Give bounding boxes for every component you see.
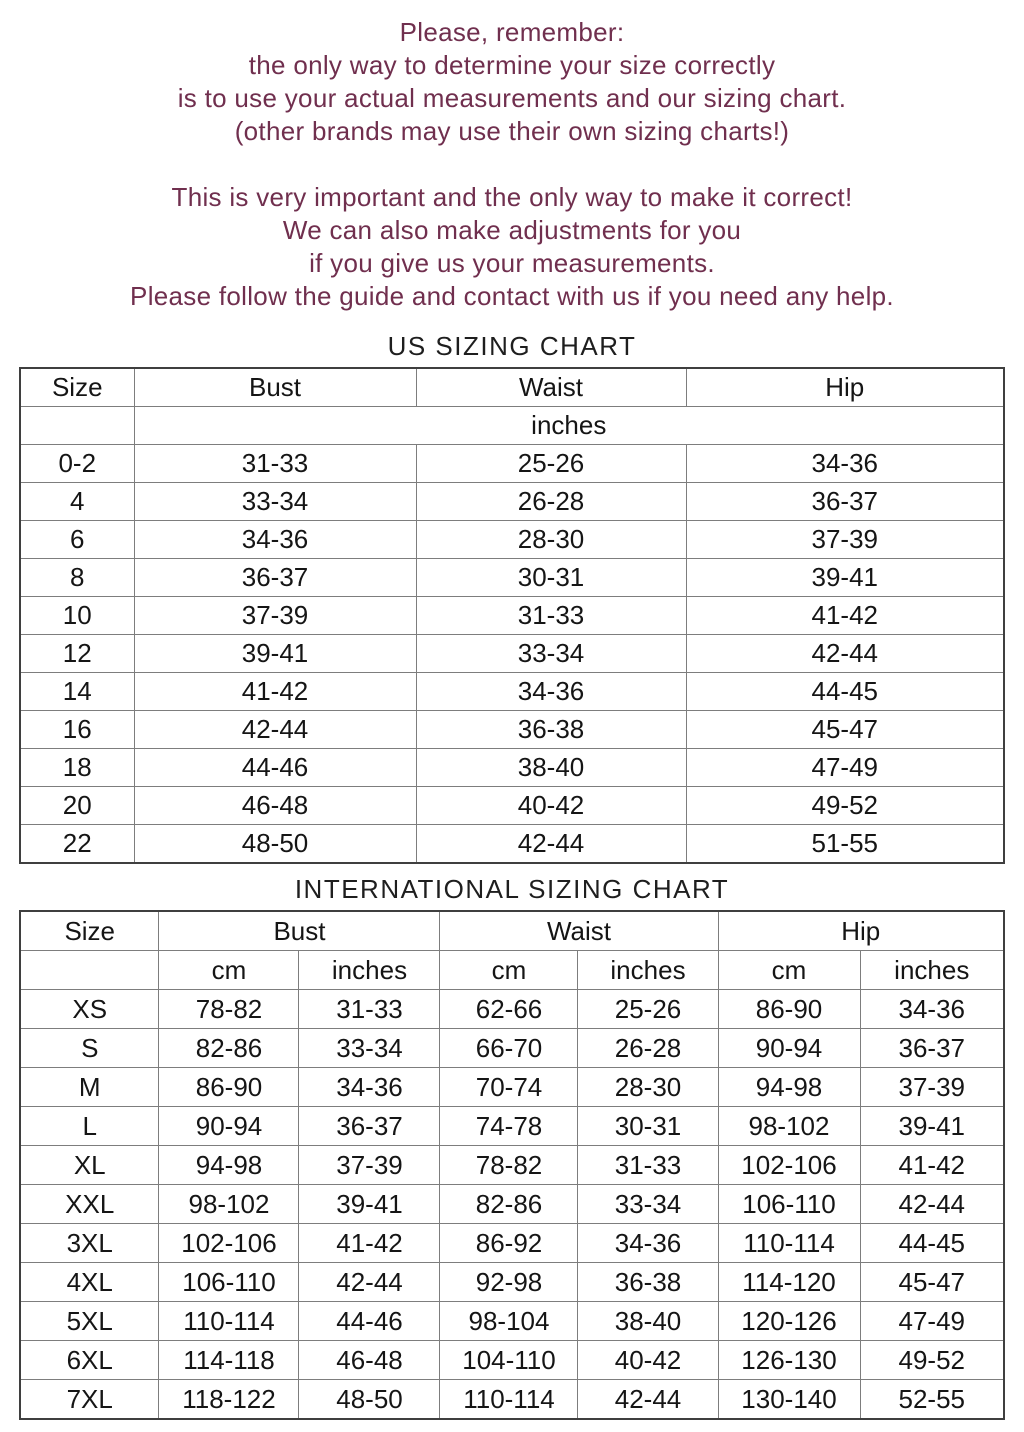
intl-hip-cm-label: cm [718,951,860,990]
size-label-cell: 5XL [20,1302,159,1341]
intl-size-row [20,1380,1004,1420]
measurement-cell: 42-44 [578,1380,718,1420]
size-label-cell: 22 [20,825,134,864]
intl-size-row [20,1341,1004,1380]
measurement-cell: 78-82 [159,990,299,1029]
size-label-cell: 12 [20,635,134,673]
intl-col-header-size: Size [20,911,159,951]
us-units-empty-cell [20,407,134,445]
us-size-row [20,825,1004,864]
measurement-cell: 44-46 [299,1302,440,1341]
measurement-cell: 94-98 [718,1068,860,1107]
measurement-cell: 30-31 [416,559,686,597]
measurement-cell: 40-42 [416,787,686,825]
intl-size-row [20,1185,1004,1224]
intro-line: is to use your actual measurements and our sizing chart. [177,83,847,113]
intl-size-row [20,1224,1004,1263]
size-label-cell: L [20,1107,159,1146]
measurement-cell: 42-44 [860,1185,1004,1224]
measurement-cell: 42-44 [686,635,1004,673]
measurement-cell: 118-122 [159,1380,299,1420]
measurement-cell: 90-94 [159,1107,299,1146]
intl-size-row [20,1107,1004,1146]
measurement-cell: 30-31 [578,1107,718,1146]
measurement-cell: 37-39 [134,597,416,635]
measurement-cell: 34-36 [578,1224,718,1263]
measurement-cell: 110-114 [718,1224,860,1263]
us-size-row [20,445,1004,483]
measurement-cell: 41-42 [686,597,1004,635]
measurement-cell: 42-44 [416,825,686,864]
intl-size-row [20,1302,1004,1341]
intl-col-header-waist: Waist [440,911,718,951]
measurement-cell: 106-110 [159,1263,299,1302]
measurement-cell: 36-37 [860,1029,1004,1068]
measurement-cell: 37-39 [686,521,1004,559]
measurement-cell: 92-98 [440,1263,578,1302]
us-size-row [20,711,1004,749]
measurement-cell: 86-92 [440,1224,578,1263]
intl-col-header-hip: Hip [718,911,1004,951]
measurement-cell: 48-50 [134,825,416,864]
measurement-cell: 31-33 [416,597,686,635]
measurement-cell: 94-98 [159,1146,299,1185]
intro-line: the only way to determine your size correctly [248,50,776,80]
us-size-row [20,483,1004,521]
measurement-cell: 41-42 [134,673,416,711]
us-sizing-table [19,367,1005,864]
measurement-cell: 126-130 [718,1341,860,1380]
intl-units-empty-cell [20,951,159,990]
us-chart-title: US SIZING CHART [387,331,637,361]
measurement-cell: 38-40 [416,749,686,787]
measurement-cell: 46-48 [299,1341,440,1380]
measurement-cell: 82-86 [159,1029,299,1068]
intl-size-row [20,1029,1004,1068]
measurement-cell: 78-82 [440,1146,578,1185]
intl-size-row [20,1263,1004,1302]
measurement-cell: 42-44 [134,711,416,749]
measurement-cell: 33-34 [416,635,686,673]
intro-line: (other brands may use their own sizing charts!) [234,116,790,146]
measurement-cell: 45-47 [686,711,1004,749]
size-label-cell: 0-2 [20,445,134,483]
measurement-cell: 44-46 [134,749,416,787]
size-label-cell: XS [20,990,159,1029]
measurement-cell: 34-36 [860,990,1004,1029]
intro-text-block [0,0,1024,313]
intl-table-body [20,990,1004,1420]
measurement-cell: 36-38 [416,711,686,749]
measurement-cell: 41-42 [860,1146,1004,1185]
measurement-cell: 98-104 [440,1302,578,1341]
intl-sizing-table [19,910,1005,1420]
measurement-cell: 45-47 [860,1263,1004,1302]
measurement-cell: 41-42 [299,1224,440,1263]
size-label-cell: 18 [20,749,134,787]
measurement-cell: 39-41 [299,1185,440,1224]
size-label-cell: 8 [20,559,134,597]
measurement-cell: 46-48 [134,787,416,825]
size-label-cell: 4 [20,483,134,521]
measurement-cell: 39-41 [686,559,1004,597]
measurement-cell: 49-52 [686,787,1004,825]
measurement-cell: 47-49 [686,749,1004,787]
measurement-cell: 34-36 [134,521,416,559]
measurement-cell: 31-33 [578,1146,718,1185]
measurement-cell: 36-38 [578,1263,718,1302]
size-label-cell: 14 [20,673,134,711]
size-label-cell: XL [20,1146,159,1185]
us-size-row [20,635,1004,673]
size-label-cell: XXL [20,1185,159,1224]
size-label-cell: 16 [20,711,134,749]
measurement-cell: 86-90 [159,1068,299,1107]
size-label-cell: 4XL [20,1263,159,1302]
size-label-cell: 20 [20,787,134,825]
measurement-cell: 26-28 [578,1029,718,1068]
intl-waist-cm-label: cm [440,951,578,990]
measurement-cell: 25-26 [578,990,718,1029]
measurement-cell: 104-110 [440,1341,578,1380]
measurement-cell: 39-41 [134,635,416,673]
measurement-cell: 114-120 [718,1263,860,1302]
measurement-cell: 28-30 [416,521,686,559]
measurement-cell: 38-40 [578,1302,718,1341]
measurement-cell: 114-118 [159,1341,299,1380]
measurement-cell: 40-42 [578,1341,718,1380]
us-size-row [20,559,1004,597]
size-label-cell: S [20,1029,159,1068]
measurement-cell: 102-106 [718,1146,860,1185]
measurement-cell: 62-66 [440,990,578,1029]
us-col-header-bust: Bust [134,368,416,407]
intl-waist-inches-label: inches [578,951,718,990]
measurement-cell: 49-52 [860,1341,1004,1380]
measurement-cell: 130-140 [718,1380,860,1420]
measurement-cell: 110-114 [440,1380,578,1420]
intl-col-header-bust: Bust [159,911,440,951]
us-units-label: inches [134,407,1004,445]
measurement-cell: 52-55 [860,1380,1004,1420]
measurement-cell: 82-86 [440,1185,578,1224]
measurement-cell: 33-34 [134,483,416,521]
measurement-cell: 44-45 [860,1224,1004,1263]
us-header-row [20,368,1004,407]
intro-line: Please follow the guide and contact with us if you need any help. [130,281,894,311]
size-label-cell: 7XL [20,1380,159,1420]
intl-chart-title: INTERNATIONAL SIZING CHART [294,874,730,904]
measurement-cell: 33-34 [299,1029,440,1068]
measurement-cell: 48-50 [299,1380,440,1420]
us-size-row [20,521,1004,559]
measurement-cell: 36-37 [134,559,416,597]
measurement-cell: 98-102 [159,1185,299,1224]
measurement-cell: 34-36 [299,1068,440,1107]
measurement-cell: 37-39 [860,1068,1004,1107]
measurement-cell: 86-90 [718,990,860,1029]
measurement-cell: 31-33 [134,445,416,483]
size-label-cell: 6XL [20,1341,159,1380]
measurement-cell: 90-94 [718,1029,860,1068]
measurement-cell: 34-36 [686,445,1004,483]
intro-line: if you give us your measurements. [309,248,715,278]
measurement-cell: 44-45 [686,673,1004,711]
intro-line: This is very important and the only way to make it correct! [171,182,853,212]
measurement-cell: 37-39 [299,1146,440,1185]
measurement-cell: 25-26 [416,445,686,483]
us-col-header-waist: Waist [416,368,686,407]
intl-size-row [20,990,1004,1029]
measurement-cell: 66-70 [440,1029,578,1068]
intl-size-row [20,1146,1004,1185]
us-table-body [20,445,1004,864]
us-col-header-hip: Hip [686,368,1004,407]
intl-bust-inches-label: inches [299,951,440,990]
measurement-cell: 98-102 [718,1107,860,1146]
size-label-cell: 6 [20,521,134,559]
intl-hip-inches-label: inches [860,951,1004,990]
size-label-cell: 10 [20,597,134,635]
size-label-cell: M [20,1068,159,1107]
measurement-cell: 106-110 [718,1185,860,1224]
measurement-cell: 74-78 [440,1107,578,1146]
measurement-cell: 120-126 [718,1302,860,1341]
measurement-cell: 31-33 [299,990,440,1029]
measurement-cell: 36-37 [686,483,1004,521]
measurement-cell: 34-36 [416,673,686,711]
measurement-cell: 47-49 [860,1302,1004,1341]
measurement-cell: 36-37 [299,1107,440,1146]
us-size-row [20,597,1004,635]
measurement-cell: 110-114 [159,1302,299,1341]
intro-line: Please, remember: [399,17,625,47]
measurement-cell: 51-55 [686,825,1004,864]
us-units-row [20,407,1004,445]
measurement-cell: 42-44 [299,1263,440,1302]
measurement-cell: 26-28 [416,483,686,521]
intl-units-row [20,951,1004,990]
us-col-header-size: Size [20,368,134,407]
us-size-row [20,673,1004,711]
measurement-cell: 33-34 [578,1185,718,1224]
size-label-cell: 3XL [20,1224,159,1263]
intl-header-row [20,911,1004,951]
intro-paragraph-gap [0,148,1024,181]
intl-bust-cm-label: cm [159,951,299,990]
us-size-row [20,749,1004,787]
intro-line: We can also make adjustments for you [282,215,742,245]
us-size-row [20,787,1004,825]
intl-size-row [20,1068,1004,1107]
measurement-cell: 39-41 [860,1107,1004,1146]
measurement-cell: 70-74 [440,1068,578,1107]
measurement-cell: 102-106 [159,1224,299,1263]
measurement-cell: 28-30 [578,1068,718,1107]
